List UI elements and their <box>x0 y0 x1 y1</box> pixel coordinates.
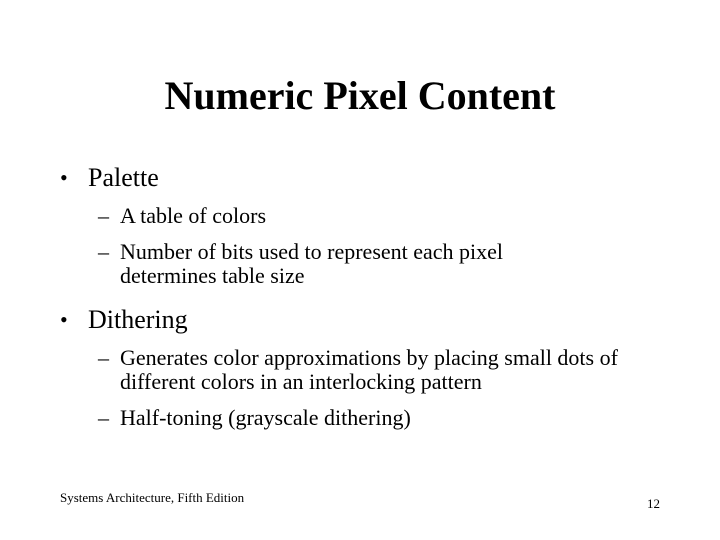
bullet-group-dithering <box>0 302 720 430</box>
bullet-item <box>0 302 720 338</box>
sub-bullet-text: Half-toning (grayscale dithering) <box>120 405 411 430</box>
sub-bullet-list <box>0 346 720 430</box>
bullet-icon: • <box>60 165 68 190</box>
sub-bullet-text: Generates color approximations by placing small dots of different colors in an interlocking pattern <box>120 345 618 394</box>
sub-bullet-item <box>0 346 640 394</box>
dash-icon: – <box>98 239 109 264</box>
bullet-icon: • <box>60 307 68 332</box>
sub-bullet-list <box>0 204 720 288</box>
bullet-item <box>0 160 720 196</box>
bullet-text: Dithering <box>88 305 188 334</box>
bullet-text: Palette <box>88 163 159 192</box>
sub-bullet-text: A table of colors <box>120 203 267 228</box>
sub-bullet-text: Number of bits used to represent each pixel determines table size <box>120 239 504 288</box>
dash-icon: – <box>98 405 109 430</box>
footer-source: Systems Architecture, Fifth Edition <box>60 490 245 505</box>
slide-title: Numeric Pixel Content <box>164 73 556 118</box>
bullet-group-palette <box>0 160 720 288</box>
sub-bullet-item <box>0 240 580 288</box>
page-number: 12 <box>647 496 660 511</box>
dash-icon: – <box>98 345 109 370</box>
slide-content <box>0 160 720 444</box>
sub-bullet-item <box>0 406 720 430</box>
dash-icon: – <box>98 203 109 228</box>
sub-bullet-item <box>0 204 720 228</box>
